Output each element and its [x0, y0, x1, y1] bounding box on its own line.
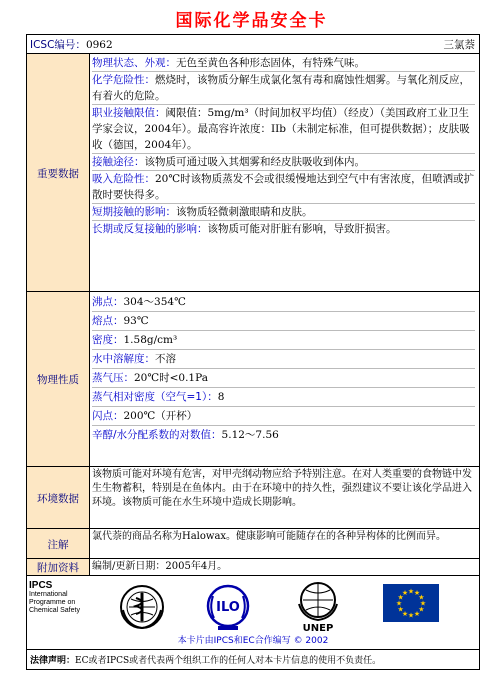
environmental-data-label: 环境数据: [27, 467, 90, 529]
long-term-effects-key: 长期或反复接触的影响：: [92, 223, 208, 235]
eu-star-icon: ★: [395, 599, 403, 608]
exposure-route-value: 该物质可通过吸入其烟雾和经皮肤吸收到体内。: [144, 156, 365, 168]
eu-star-icon: ★: [418, 605, 425, 614]
chemical-danger-value: 燃烧时，该物质分解生成氯化氢有毒和腐蚀性烟雾。与氧化剂反应，有着火的危险。: [92, 74, 470, 102]
icsc-number: 0962: [85, 39, 113, 51]
property-value: 8: [217, 391, 225, 403]
additional-info-label: 附加资料: [27, 559, 90, 576]
property-key: 蒸气相对密度（空气=1）：: [92, 391, 218, 403]
key-data-row: [27, 53, 479, 292]
chemical-name: 三氯萘: [443, 39, 475, 51]
property-item: [92, 350, 475, 369]
eu-star-icon: ★: [418, 593, 425, 602]
legal-notice-text: EC或者IPCS或者代表两个组织工作的任何人对本卡片信息的使用不负责任。: [75, 656, 382, 666]
eu-star-icon: ★: [397, 593, 404, 602]
property-key: 密度：: [92, 334, 124, 346]
eu-star-icon: ★: [401, 589, 409, 598]
short-term-effects: [92, 204, 475, 221]
environmental-data-text: 该物质可能对环境有危害，对甲壳纲动物应给予特别注意。在对人类重要的食物链中发生生物蓄积，特别是在鱼体内。由于在环境中的持久性，强烈建议不要让该化学品进入环境。该物质可能在水生环境中造成长期影响。: [92, 469, 472, 508]
exposure-limits: [92, 105, 475, 154]
physical-properties-label: 物理性质: [27, 292, 90, 467]
property-key: 蒸气压：: [92, 372, 134, 384]
logo-footer-row: [27, 575, 479, 650]
legal-notice-key: 法律声明：: [30, 656, 76, 666]
eu-star-icon: ★: [401, 609, 409, 618]
ipcs-line3: Chemical Safety: [29, 607, 80, 614]
property-value: 200℃（开杯）: [123, 410, 198, 422]
notes-row: [27, 528, 479, 559]
icsc-label: ICSC编号：: [30, 39, 86, 51]
ipcs-abbr: IPCS: [29, 580, 53, 591]
property-value: 5.12～7.56: [221, 429, 279, 441]
additional-info-text: 编制/更新日期：2005年4月。: [92, 561, 228, 572]
physical-state-value: 无色至黄色各种形态固体，有特殊气味。: [176, 57, 365, 69]
environmental-data-row: [27, 466, 479, 529]
property-item: [92, 293, 475, 312]
physical-state-key: 物理状态、外观：: [92, 57, 176, 69]
property-item: [92, 426, 475, 444]
eu-star-icon: ★: [419, 599, 427, 608]
long-term-effects: [92, 221, 475, 237]
icsc-header-row: [27, 35, 479, 53]
unep-text: UNEP: [302, 623, 334, 632]
chemical-danger-key: 化学危险性：: [92, 74, 155, 86]
chemical-danger: [92, 72, 475, 105]
long-term-effects-value: 该物质可能对肝脏有影响，导致肝损害。: [207, 223, 397, 235]
property-item: [92, 331, 475, 350]
ilo-logo-icon: [205, 584, 251, 632]
ipcs-line1: International: [29, 591, 68, 598]
property-key: 沸点：: [92, 296, 124, 308]
notes-text: 氯代萘的商品名称为Halowax。健康影响可能随存在的各种异构体的比例而异。: [92, 531, 447, 542]
physical-properties-row: [27, 291, 479, 467]
property-item: [92, 388, 475, 407]
property-item: [92, 369, 475, 388]
unep-logo-icon: [295, 580, 341, 632]
property-value: 20℃时<0.1Pa: [134, 372, 208, 384]
ipcs-line2: Programme on: [29, 599, 76, 606]
property-key: 闪点：: [92, 410, 124, 422]
physical-state: [92, 55, 475, 72]
property-value: 304～354℃: [123, 296, 186, 308]
property-key: 辛醇/水分配系数的对数值：: [92, 429, 222, 441]
exposure-route-key: 接触途径：: [92, 156, 145, 168]
eu-star-icon: ★: [397, 605, 404, 614]
who-logo-icon: [119, 584, 165, 630]
exposure-limits-value: 阈限值：5mg/m³（时间加权平均值）（经皮）（美国政府工业卫生学家会议，2004年）。最高容许浓度：IIb（未制定标准，但可提供数据）；皮肤吸收（德国，2004年）。: [92, 107, 470, 151]
notes-label: 注解: [27, 529, 90, 559]
icsc-number-label: [30, 37, 113, 52]
eu-star-icon: ★: [407, 587, 415, 596]
legal-notice-row: [27, 649, 479, 670]
eu-star-icon: ★: [413, 589, 421, 598]
property-value: 1.58g/cm³: [123, 334, 178, 346]
card-title: 国际化学品安全卡: [175, 11, 328, 31]
short-term-effects-value: 该物质轻微刺激眼睛和皮肤。: [176, 206, 313, 218]
eu-star-icon: ★: [413, 609, 421, 618]
legal-notice: [30, 653, 381, 666]
exposure-route: [92, 154, 475, 171]
ipcs-logo: [29, 582, 80, 615]
additional-info-row: [27, 558, 479, 576]
inhalation-hazard: [92, 171, 475, 204]
physical-properties-content: [90, 292, 479, 467]
property-key: 熔点：: [92, 315, 124, 327]
key-data-content: [90, 54, 479, 292]
safety-card: [26, 34, 480, 670]
property-item: [92, 407, 475, 426]
key-data-label: 重要数据: [27, 54, 90, 292]
exposure-limits-key: 职业接触限值：: [92, 107, 166, 119]
property-key: 水中溶解度：: [92, 353, 155, 365]
ilo-text: ILO: [216, 600, 240, 615]
eu-star-icon: ★: [407, 611, 415, 620]
inhalation-hazard-value: 20℃时该物质蒸发不会或很缓慢地达到空气中有害浓度，但喷洒或扩散时要快得多。: [92, 173, 475, 201]
property-item: [92, 312, 475, 331]
credit-line: 本卡片由IPCS和EC合作编写 © 2002: [177, 636, 329, 646]
property-value: 不溶: [155, 353, 176, 365]
property-value: 93℃: [123, 315, 149, 327]
short-term-effects-key: 短期接触的影响：: [92, 206, 176, 218]
eu-flag-icon: [383, 584, 439, 622]
inhalation-hazard-key: 吸入危险性：: [92, 173, 155, 185]
